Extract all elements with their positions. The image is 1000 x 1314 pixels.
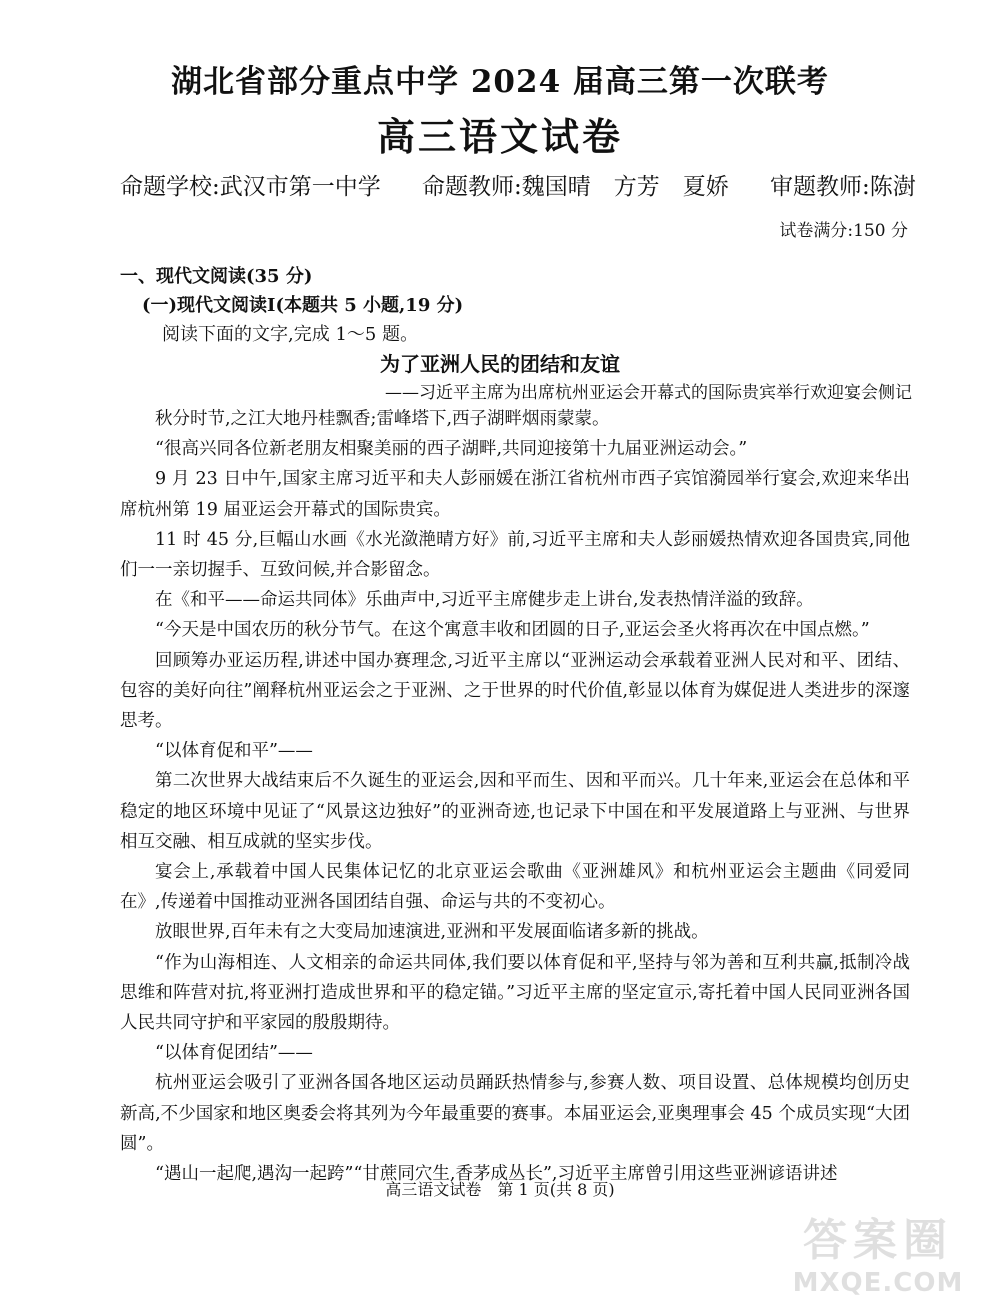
subject-title: 高三语文试卷	[376, 114, 623, 159]
article-paragraph: 9 月 23 日中午,国家主席习近平和夫人彭丽媛在浙江省杭州市西子宾馆漪园举行宴会,欢迎来华出席杭州第 19 届亚运会开幕式的国际贵宾。	[120, 469, 910, 520]
article-paragraph: 第二次世界大战结束后不久诞生的亚运会,因和平而生、因和平而兴。几十年来,亚运会在总体和平稳定的地区环境中见证了“风景这边独好”的亚洲奇迹,也记录下中国在和平发展道路上与亚洲、与世界相互交融、相互成就的坚实步伐。	[120, 771, 910, 852]
exam-title: 湖北省部分重点中学 2024 届高三第一次联考	[171, 64, 829, 100]
watermark-url: MXQE.COM	[792, 1268, 964, 1298]
article-paragraph: 放眼世界,百年未有之大变局加速演进,亚洲和平发展面临诸多新的挑战。	[155, 922, 709, 943]
full-score: 试卷满分:150 分	[779, 221, 908, 241]
watermark-top: 答案圈	[803, 1215, 953, 1266]
article-body	[120, 404, 910, 1189]
article-paragraph: 秋分时节,之江大地丹桂飘香;雷峰塔下,西子湖畔烟雨蒙蒙。	[155, 409, 610, 429]
section-heading: 一、现代文阅读(35 分)	[120, 266, 313, 287]
article-title: 为了亚洲人民的团结和友谊	[380, 352, 620, 376]
article-paragraph: 宴会上,承载着中国人民集体记忆的北京亚运会歌曲《亚洲雄风》和杭州亚运会主题曲《同爱同在》,传递着中国推动亚洲各国团结自强、命运与共的不变初心。	[120, 862, 910, 913]
article-paragraph: “遇山一起爬,遇沟一起跨”“甘蔗同穴生,香茅成丛长”,习近平主席曾引用这些亚洲谚语讲述	[155, 1164, 838, 1185]
reading-instruction: 阅读下面的文字,完成 1～5 题。	[162, 324, 419, 345]
setting-school: 命题学校:武汉市第一中学	[120, 174, 381, 200]
article-paragraph: “很高兴同各位新老朋友相聚美丽的西子湖畔,共同迎接第十九届亚洲运动会。”	[155, 439, 748, 460]
article-paragraph: “今天是中国农历的秋分节气。在这个寓意丰收和团圆的日子,亚运会圣火将再次在中国点燃。”	[155, 620, 870, 641]
subsection-heading: (一)现代文阅读Ⅰ(本题共 5 小题,19 分)	[142, 295, 464, 316]
reviewer: 审题教师:陈澍	[770, 174, 916, 200]
article-subhead: “以体育促和平”——	[155, 741, 313, 762]
article-subtitle: ——习近平主席为出席杭州亚运会开幕式的国际贵宾举行欢迎宴会侧记	[385, 383, 912, 403]
article-paragraph: 在《和平——命运共同体》乐曲声中,习近平主席健步走上讲台,发表热情洋溢的致辞。	[155, 590, 814, 611]
article-paragraph: 杭州亚运会吸引了亚洲各国各地区运动员踊跃热情参与,参赛人数、项目设置、总体规模均创历史新高,不少国家和地区奥委会将其列为今年最重要的赛事。本届亚运会,亚奥理事会 45 个成员实现“大团圆”。	[120, 1073, 910, 1154]
article-paragraph: “作为山海相连、人文相亲的命运共同体,我们要以体育促和平,坚持与邻为善和互利共赢,抵制冷战思维和阵营对抗,将亚洲打造成世界和平的稳定锚。”习近平主席的坚定宣示,寄托着中国人民同亚洲各国人民共同守护和平家园的殷殷期待。	[120, 952, 910, 1034]
setting-teachers: 命题教师:魏国晴 方芳 夏娇	[422, 174, 729, 200]
watermark-logo	[778, 1204, 978, 1298]
article-subhead: “以体育促团结”——	[155, 1043, 313, 1064]
page-footer: 高三语文试卷 第 1 页(共 8 页)	[385, 1180, 615, 1199]
article-paragraph: 11 时 45 分,巨幅山水画《水光潋滟晴方好》前,习近平主席和夫人彭丽媛热情欢迎各国贵宾,同他们一一亲切握手、互致问候,并合影留念。	[120, 529, 910, 581]
article-paragraph: 回顾筹办亚运历程,讲述中国办赛理念,习近平主席以“亚洲运动会承载着亚洲人民对和平、团结、包容的美好向往”阐释杭州亚运会之于亚洲、之于世界的时代价值,彰显以体育为媒促进人类进步的深邃思考。	[120, 650, 910, 732]
